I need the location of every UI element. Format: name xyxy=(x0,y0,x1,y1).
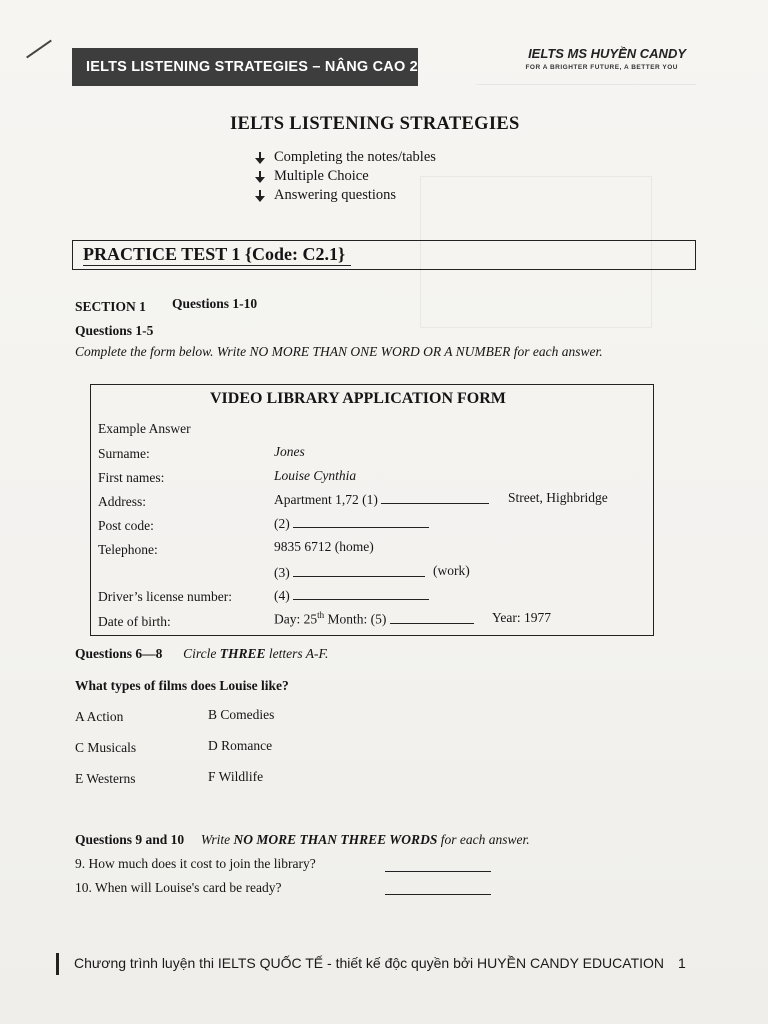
arrow-down-icon xyxy=(254,189,266,203)
option-d[interactable]: D Romance xyxy=(208,738,273,753)
telephone-work-number: (3) xyxy=(274,565,290,580)
answer-blank-9[interactable] xyxy=(385,871,491,872)
telephone-work-label: (work) xyxy=(433,563,470,578)
practice-test-title: PRACTICE TEST 1 {Code: C2.1} xyxy=(83,244,351,266)
list-item xyxy=(254,167,436,186)
questions-9-10-instruction-bold: NO MORE THAN THREE WORDS xyxy=(233,832,438,847)
post-code-number: (2) xyxy=(274,516,290,531)
question-10: 10. When will Louise's card be ready? xyxy=(75,880,282,895)
answer-blank-3[interactable] xyxy=(293,564,425,577)
form-title: VIDEO LIBRARY APPLICATION FORM xyxy=(210,390,506,407)
telephone-home: 9835 6712 (home) xyxy=(274,539,374,554)
address-field[interactable] xyxy=(274,491,489,508)
strategy-label: Multiple Choice xyxy=(274,168,369,184)
answer-blank-10[interactable] xyxy=(385,894,491,895)
option-e[interactable]: E Westerns xyxy=(75,771,136,786)
questions-6-8-line xyxy=(75,646,328,662)
option-c[interactable]: C Musicals xyxy=(75,740,137,755)
option-a[interactable]: A Action xyxy=(75,709,124,724)
questions-6-8-instruction-pre: Circle xyxy=(183,646,220,661)
practice-test-box xyxy=(72,240,696,270)
answer-blank-2[interactable] xyxy=(293,515,429,528)
brand-name: IELTS MS HUYỀN CANDY xyxy=(528,46,686,61)
questions-6-8-instruction-bold: THREE xyxy=(219,646,266,661)
section-label: SECTION 1 xyxy=(75,299,146,314)
dob-month: Month: (5) xyxy=(324,611,387,627)
dob-year: Year: 1977 xyxy=(492,610,552,625)
answer-blank-1[interactable] xyxy=(381,491,489,504)
dob-field[interactable] xyxy=(274,610,474,628)
questions-6-8-heading: Questions 6—8 xyxy=(75,646,163,661)
strategy-label: Answering questions xyxy=(274,187,397,203)
strategy-list xyxy=(254,148,436,205)
option-f[interactable]: F Wildlife xyxy=(208,769,264,784)
list-item xyxy=(254,148,436,167)
telephone-work-field[interactable] xyxy=(274,564,425,581)
questions-6-8-question: What types of films does Louise like? xyxy=(75,678,289,693)
questions-9-10-instruction-pre: Write xyxy=(200,832,234,847)
page-number: 1 xyxy=(678,955,686,971)
license-number: (4) xyxy=(274,588,290,603)
arrow-down-icon xyxy=(254,151,266,165)
license-label: Driver’s license number: xyxy=(98,589,232,604)
questions-1-5-heading: Questions 1-5 xyxy=(75,323,154,338)
post-code-label: Post code: xyxy=(98,518,154,533)
questions-1-5-instruction: Complete the form below. Write NO MORE THAN ONE WORD OR A NUMBER for each answer. xyxy=(75,344,603,359)
footer-rule xyxy=(56,953,59,975)
brand-tagline: FOR A BRIGHTER FUTURE, A BETTER YOU xyxy=(525,64,678,71)
address-value: Apartment 1,72 (1) xyxy=(274,492,378,507)
answer-blank-4[interactable] xyxy=(293,587,429,600)
telephone-label: Telephone: xyxy=(98,542,158,557)
questions-9-10-line xyxy=(75,832,530,848)
first-names-label: First names: xyxy=(98,470,165,485)
dob-day: Day: 25 xyxy=(274,611,318,627)
surname-label: Surname: xyxy=(98,446,150,461)
strategy-label: Completing the notes/tables xyxy=(274,149,436,165)
dob-label: Date of birth: xyxy=(98,614,171,629)
address-suffix: Street, Highbridge xyxy=(508,490,608,505)
address-label: Address: xyxy=(98,494,146,509)
course-header-text: IELTS LISTENING STRATEGIES – NÂNG CAO 2 xyxy=(86,59,418,75)
brand-logo xyxy=(480,44,700,78)
course-header-band xyxy=(72,48,418,86)
example-label: Example Answer xyxy=(98,421,191,436)
footer-text: Chương trình luyện thi IELTS QUỐC TẾ - thiết kế độc quyền bởi HUYỀN CANDY EDUCATION xyxy=(74,955,665,971)
answer-blank-5[interactable] xyxy=(390,611,474,624)
surname-value: Jones xyxy=(274,444,305,459)
questions-9-10-heading: Questions 9 and 10 xyxy=(75,832,185,847)
license-field[interactable] xyxy=(274,587,429,604)
bleed-through-line xyxy=(476,84,696,86)
post-code-field[interactable] xyxy=(274,515,429,532)
option-b[interactable]: B Comedies xyxy=(208,707,275,722)
questions-9-10-instruction-post: for each answer. xyxy=(437,832,530,847)
first-names-value: Louise Cynthia xyxy=(274,468,357,483)
arrow-down-icon xyxy=(254,170,266,184)
question-9: 9. How much does it cost to join the library? xyxy=(75,856,316,871)
section-questions: Questions 1-10 xyxy=(172,296,258,311)
list-item xyxy=(254,186,436,205)
questions-6-8-instruction-post: letters A-F. xyxy=(265,646,329,661)
pen-mark xyxy=(26,40,52,59)
dob-day-suffix: th xyxy=(317,610,325,620)
page-title: IELTS LISTENING STRATEGIES xyxy=(230,114,520,134)
